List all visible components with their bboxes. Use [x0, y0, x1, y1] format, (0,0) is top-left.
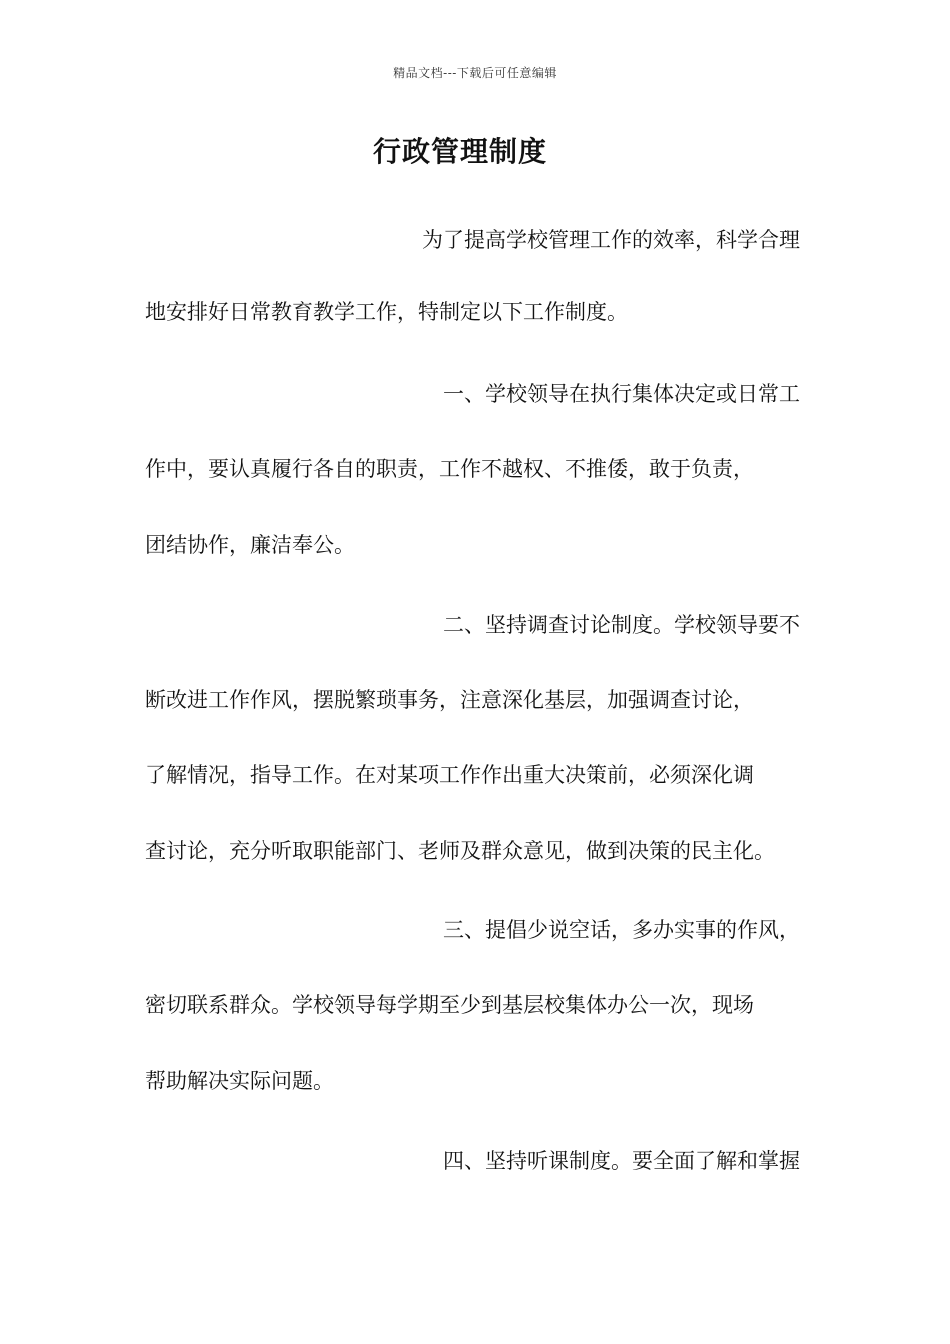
paragraph-line: 地安排好日常教育教学工作，特制定以下工作制度。 — [145, 300, 628, 324]
paragraph-line: 断改进工作作风，摆脱繁琐事务，注意深化基层，加强调查讨论， — [145, 688, 754, 712]
paragraph-line: 四、坚持听课制度。要全面了解和掌握 — [443, 1149, 800, 1173]
paragraph-line: 查讨论，充分听取职能部门、老师及群众意见，做到决策的民主化。 — [145, 839, 775, 863]
paragraph-line: 二、坚持调查讨论制度。学校领导要不 — [443, 613, 800, 637]
page-header: 精品文档---下载后可任意编辑 — [393, 66, 557, 80]
paragraph-line: 作中，要认真履行各自的职责，工作不越权、不推倭，敢于负责， — [145, 457, 754, 481]
paragraph-line: 了解情况，指导工作。在对某项工作作出重大决策前，必须深化调 — [145, 763, 754, 787]
paragraph-line: 团结协作，廉洁奉公。 — [145, 533, 355, 557]
document-title: 行政管理制度 — [372, 135, 547, 168]
paragraph-line: 密切联系群众。学校领导每学期至少到基层校集体办公一次，现场 — [145, 993, 754, 1017]
paragraph-line: 帮助解决实际问题。 — [145, 1069, 334, 1093]
paragraph-line: 为了提高学校管理工作的效率，科学合理 — [422, 228, 800, 252]
paragraph-line: 一、学校领导在执行集体决定或日常工 — [443, 382, 800, 406]
paragraph-line: 三、提倡少说空话，多办实事的作风， — [443, 918, 800, 942]
